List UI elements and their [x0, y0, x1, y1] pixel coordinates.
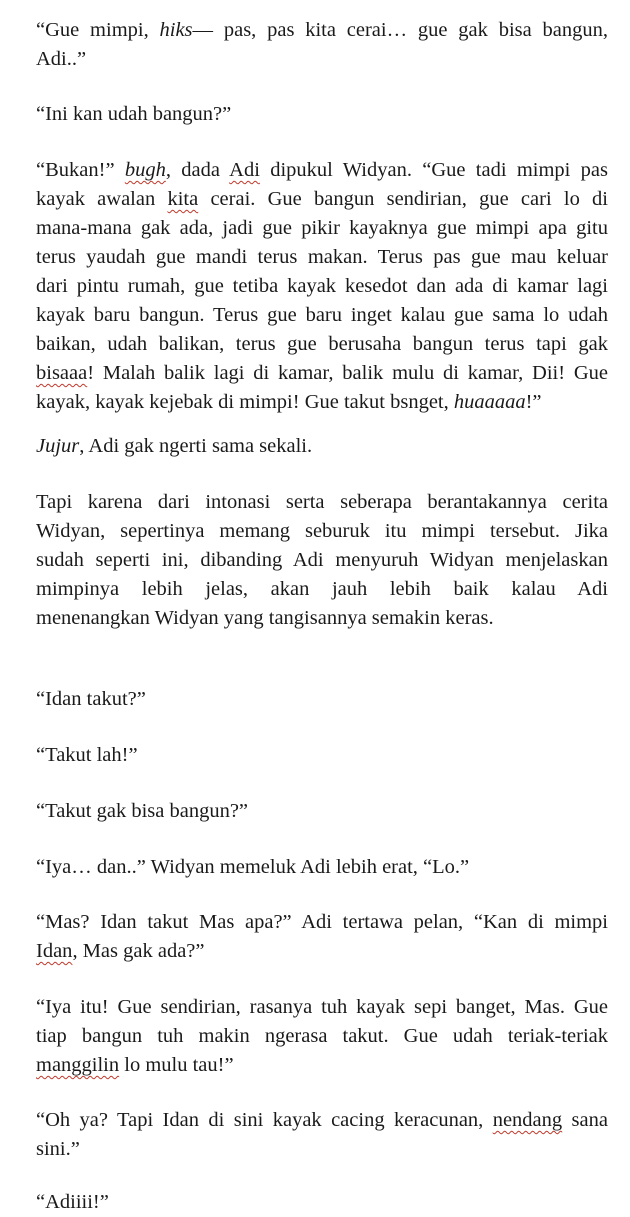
text-line — [36, 853, 608, 882]
text-line — [36, 604, 608, 633]
text-line — [36, 908, 608, 937]
text-line — [36, 243, 608, 272]
paragraph — [36, 993, 608, 1080]
text-line — [36, 100, 608, 129]
paragraph — [36, 685, 608, 714]
italic-text: huaaaaa — [453, 391, 526, 413]
text-run: kayak awalan — [36, 188, 168, 210]
text-line — [36, 272, 608, 301]
paragraph — [36, 16, 608, 74]
text-run: Widyan, sepertinya memang seburuk itu mimpi tersebut. Jika — [36, 520, 608, 542]
text-run: sana — [562, 1109, 608, 1131]
text-run: “Adiiii!” — [36, 1191, 109, 1213]
text-run: “Bukan!” — [36, 159, 125, 181]
text-run: dari pintu rumah, gue tetiba kayak kesedot dan ada di kamar lagi — [36, 275, 608, 297]
text-run: tiap bangun tuh makin ngerasa takut. Gue udah teriak-teriak — [36, 1025, 608, 1047]
text-line — [36, 1135, 608, 1164]
text-run: — pas, pas kita cerai… gue gak bisa bangun, — [192, 19, 608, 41]
paragraph — [36, 853, 608, 882]
text-run: “Takut gak bisa bangun?” — [36, 800, 249, 822]
text-run: “Iya… dan..” Widyan memeluk Adi lebih erat, “Lo.” — [36, 856, 470, 878]
spellcheck-flagged-word: Idan — [36, 940, 73, 962]
text-run: “Idan takut?” — [36, 688, 146, 710]
text-run: !” — [525, 391, 542, 413]
text-line — [36, 546, 608, 575]
text-run: , Adi gak ngerti sama sekali. — [79, 435, 313, 457]
text-run: menenangkan Widyan yang tangisannya semakin keras. — [36, 607, 494, 629]
paragraph — [36, 432, 608, 461]
text-line — [36, 432, 608, 461]
text-run: Tapi karena dari intonasi serta seberapa berantakannya cerita — [36, 491, 608, 513]
text-run: sudah seperti ini, dibanding Adi menyuruh Widyan menjelaskan — [36, 549, 608, 571]
text-run: “Takut lah!” — [36, 744, 138, 766]
text-run: mimpinya lebih jelas, akan jauh lebih baik kalau Adi — [36, 578, 608, 600]
text-line — [36, 1022, 608, 1051]
spellcheck-flagged-word: kita — [167, 188, 199, 210]
text-line — [36, 301, 608, 330]
text-run: baikan, udah balikan, terus gue berusaha bangun terus tapi gak — [36, 333, 608, 355]
spellcheck-flagged-word: bisaaa — [36, 362, 88, 384]
text-line — [36, 741, 608, 770]
text-line — [36, 1051, 608, 1080]
text-line — [36, 156, 608, 185]
spellcheck-flagged-word: manggilin — [36, 1054, 120, 1076]
text-line — [36, 685, 608, 714]
paragraph — [36, 797, 608, 826]
paragraph — [36, 1188, 608, 1217]
text-line — [36, 993, 608, 1022]
text-run: cerai. Gue bangun sendirian, gue cari lo di — [198, 188, 608, 210]
italic-text: Jujur — [36, 435, 80, 457]
text-run: mana-mana gak ada, jadi gue pikir kayaknya gue mimpi apa gitu — [36, 217, 608, 239]
text-run: dipukul Widyan. “Gue tadi mimpi pas — [259, 159, 608, 181]
spellcheck-flagged-word: nendang — [492, 1109, 563, 1131]
text-run: Adi..” — [36, 48, 87, 70]
text-line — [36, 185, 608, 214]
paragraph — [36, 100, 608, 129]
spellcheck-flagged-word: Adi — [229, 159, 260, 181]
italic-text: hiks — [159, 19, 193, 41]
text-run: “Ini kan udah bangun?” — [36, 103, 232, 125]
paragraph — [36, 488, 608, 633]
paragraph — [36, 1106, 608, 1164]
text-run: sini.” — [36, 1138, 80, 1160]
paragraph — [36, 908, 608, 966]
paragraph — [36, 156, 608, 417]
text-line — [36, 575, 608, 604]
text-line — [36, 388, 608, 417]
text-line — [36, 16, 608, 45]
text-run: “Mas? Idan takut Mas apa?” Adi tertawa pelan, “Kan di mimpi — [36, 911, 608, 933]
text-line — [36, 359, 608, 388]
text-line — [36, 517, 608, 546]
text-line — [36, 1188, 608, 1217]
text-run: kayak, kayak kejebak di mimpi! Gue takut bsnget, — [36, 391, 454, 413]
text-run: ! Malah balik lagi di kamar, balik mulu di kamar, Dii! Gue — [87, 362, 608, 384]
text-run: kayak baru bangun. Terus gue baru inget kalau gue sama lo udah — [36, 304, 608, 326]
text-run: terus yaudah gue mandi terus makan. Terus pas gue mau keluar — [36, 246, 608, 268]
text-line — [36, 937, 608, 966]
text-run: “Iya itu! Gue sendirian, rasanya tuh kayak sepi banget, Mas. Gue — [36, 996, 608, 1018]
text-line — [36, 1106, 608, 1135]
text-line — [36, 214, 608, 243]
spellcheck-flagged-word: bugh — [124, 159, 166, 181]
paragraph — [36, 741, 608, 770]
text-line — [36, 45, 608, 74]
text-line — [36, 797, 608, 826]
text-run: , dada — [165, 159, 230, 181]
text-run: , Mas gak ada?” — [72, 940, 205, 962]
text-run: “Gue mimpi, — [36, 19, 160, 41]
text-run: lo mulu tau!” — [119, 1054, 234, 1076]
text-run: “Oh ya? Tapi Idan di sini kayak cacing keracunan, — [36, 1109, 493, 1131]
text-line — [36, 330, 608, 359]
text-line — [36, 488, 608, 517]
